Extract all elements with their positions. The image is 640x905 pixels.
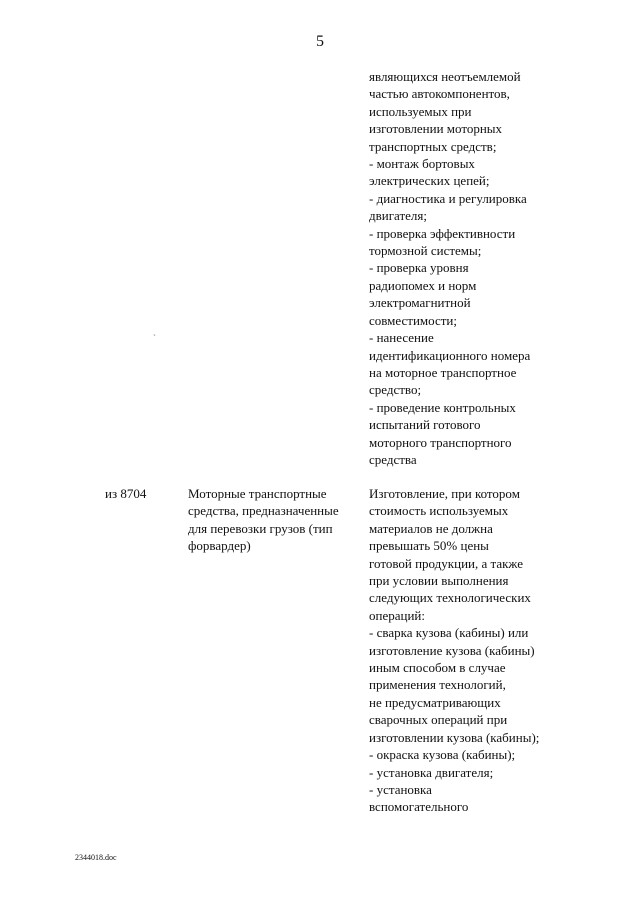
text-line: идентификационного номера [369, 347, 531, 363]
text-line: сварочных операций при [369, 712, 508, 728]
text-line: операций: [369, 607, 425, 623]
text-line: следующих технологических [369, 590, 531, 606]
text-line: при условии выполнения [369, 573, 509, 589]
continuation-requirements-text [369, 68, 530, 468]
text-line: электромагнитной [369, 295, 471, 311]
text-line: иным способом в случае [369, 660, 506, 676]
row-requirements-text [369, 485, 539, 816]
text-line: - установка [369, 781, 432, 797]
text-line: испытаний готового [369, 417, 481, 433]
text-line: превышать 50% цены [369, 538, 489, 554]
text-line: - проверка эффективности [369, 225, 516, 241]
text-line: - окраска кузова (кабины); [369, 747, 516, 763]
text-line: не предусматривающих [369, 694, 501, 710]
text-line: - проверка уровня [369, 260, 469, 276]
row-code: из 8704 [105, 486, 147, 501]
text-line: изготовлении кузова (кабины); [369, 729, 540, 745]
text-line: средства [369, 451, 417, 467]
text-line: - монтаж бортовых [369, 156, 475, 172]
text-line: готовой продукции, а также [369, 555, 524, 571]
text-line: вспомогательного [369, 799, 469, 815]
text-line: изготовление кузова (кабины) [369, 642, 535, 658]
text-line: - проведение контрольных [369, 399, 516, 415]
text-line: частью автокомпонентов, [369, 86, 510, 102]
text-line: стоимость используемых [369, 503, 509, 519]
stray-mark: ` [153, 333, 156, 343]
footer-filename: 2344018.doc [75, 853, 117, 862]
text-line: - нанесение [369, 330, 434, 346]
text-line: радиопомех и норм [369, 277, 477, 293]
text-line: - сварка кузова (кабины) или [369, 625, 529, 641]
text-line: для перевозки грузов (тип [188, 520, 333, 536]
row-product-name [188, 485, 339, 555]
text-line: изготовлении моторных [369, 121, 503, 137]
text-line: применения технологий, [369, 677, 506, 693]
text-line: форвардер) [188, 538, 251, 554]
text-line: материалов не должна [369, 520, 493, 536]
text-line: совместимости; [369, 312, 457, 328]
text-line: двигателя; [369, 208, 428, 224]
text-line: средства, предназначенные [188, 503, 339, 519]
text-line: на моторное транспортное [369, 364, 517, 380]
text-line: тормозной системы; [369, 243, 482, 259]
text-line: являющихся неотъемлемой [369, 69, 521, 84]
text-line: средство; [369, 382, 422, 398]
text-line: - установка двигателя; [369, 764, 494, 780]
text-line: Моторные транспортные [188, 486, 327, 501]
text-line: Изготовление, при котором [369, 486, 520, 501]
text-line: - диагностика и регулировка [369, 190, 527, 206]
text-line: транспортных средств; [369, 138, 497, 154]
text-line: используемых при [369, 103, 472, 119]
text-line: моторного транспортного [369, 434, 512, 450]
page-number: 5 [316, 33, 324, 50]
text-line: электрических цепей; [369, 173, 490, 189]
